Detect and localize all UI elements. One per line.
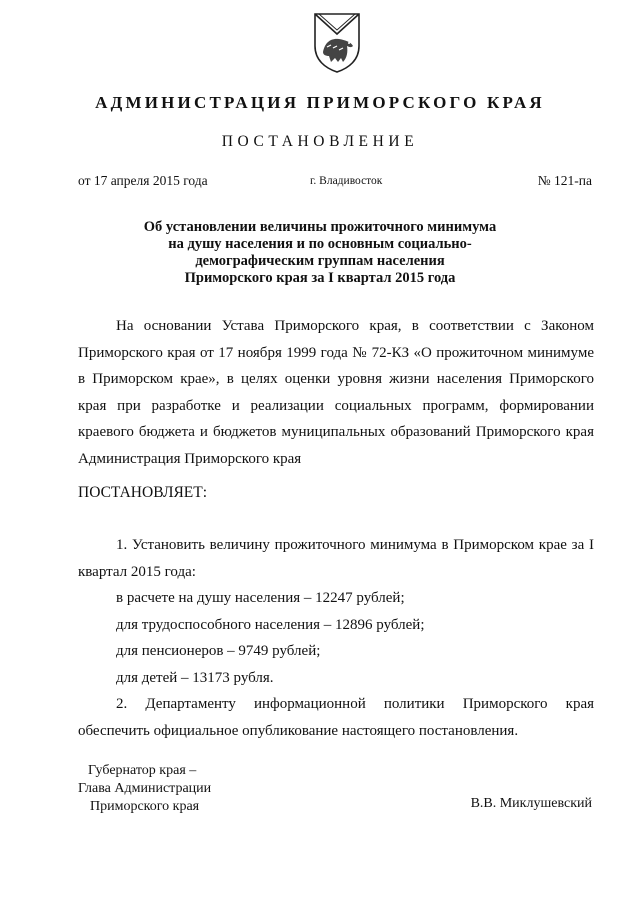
item-1-value: для пенсионеров – 9749 рублей; [116, 643, 321, 659]
document-city: г. Владивосток [310, 175, 383, 187]
item-1-value: в расчете на душу населения – 12247 рублей; [116, 590, 405, 606]
preamble-paragraph: На основании Устава Приморского края, в соответствии с Законом Приморского края от 17 ноября 1999 года № 72-КЗ «О прожиточном минимуме в Приморском крае», в целях оценки уровня жизни населения Приморского края при разработке и реализации социальных программ, формировании краевого бюджета и бюджетов муниципальных образований Приморского края Администрация Приморского края [78, 318, 594, 467]
position-line: Глава Администрации [78, 781, 212, 796]
item-2: 2. Департаменту информационной политики Приморского края обеспечить официальное опубликование настоящего постановления. [78, 696, 594, 739]
signatory-name: В.В. Миклушевский [470, 796, 592, 811]
signatory-position [78, 762, 211, 816]
title-line: Об установлении величины прожиточного минимума [143, 219, 497, 235]
resolution-items [78, 532, 594, 744]
title-line: Приморского края за I квартал 2015 года [184, 270, 456, 286]
item-1: 1. Установить величину прожиточного минимума в Приморском крае за I квартал 2015 года: [78, 537, 594, 580]
position-line: Приморского края [90, 799, 200, 814]
document-title [0, 219, 640, 287]
coat-of-arms-icon [311, 12, 363, 74]
preamble-block [78, 313, 594, 472]
position-line: Губернатор края – [88, 763, 197, 778]
title-line: демографическим группам населения [195, 253, 445, 269]
title-line: на душу населения и по основным социально- [168, 236, 472, 252]
document-date: от 17 апреля 2015 года [78, 173, 208, 188]
organization-title: АДМИНИСТРАЦИЯ ПРИМОРСКОГО КРАЯ [95, 93, 545, 112]
item-1-value: для детей – 13173 рубля. [116, 669, 274, 686]
document-type: ПОСТАНОВЛЕНИЕ [221, 133, 419, 150]
item-1-value: для трудоспособного населения – 12896 рублей; [116, 616, 425, 633]
document-number: № 121-па [537, 173, 592, 188]
resolves-heading: ПОСТАНОВЛЯЕТ: [78, 484, 208, 501]
